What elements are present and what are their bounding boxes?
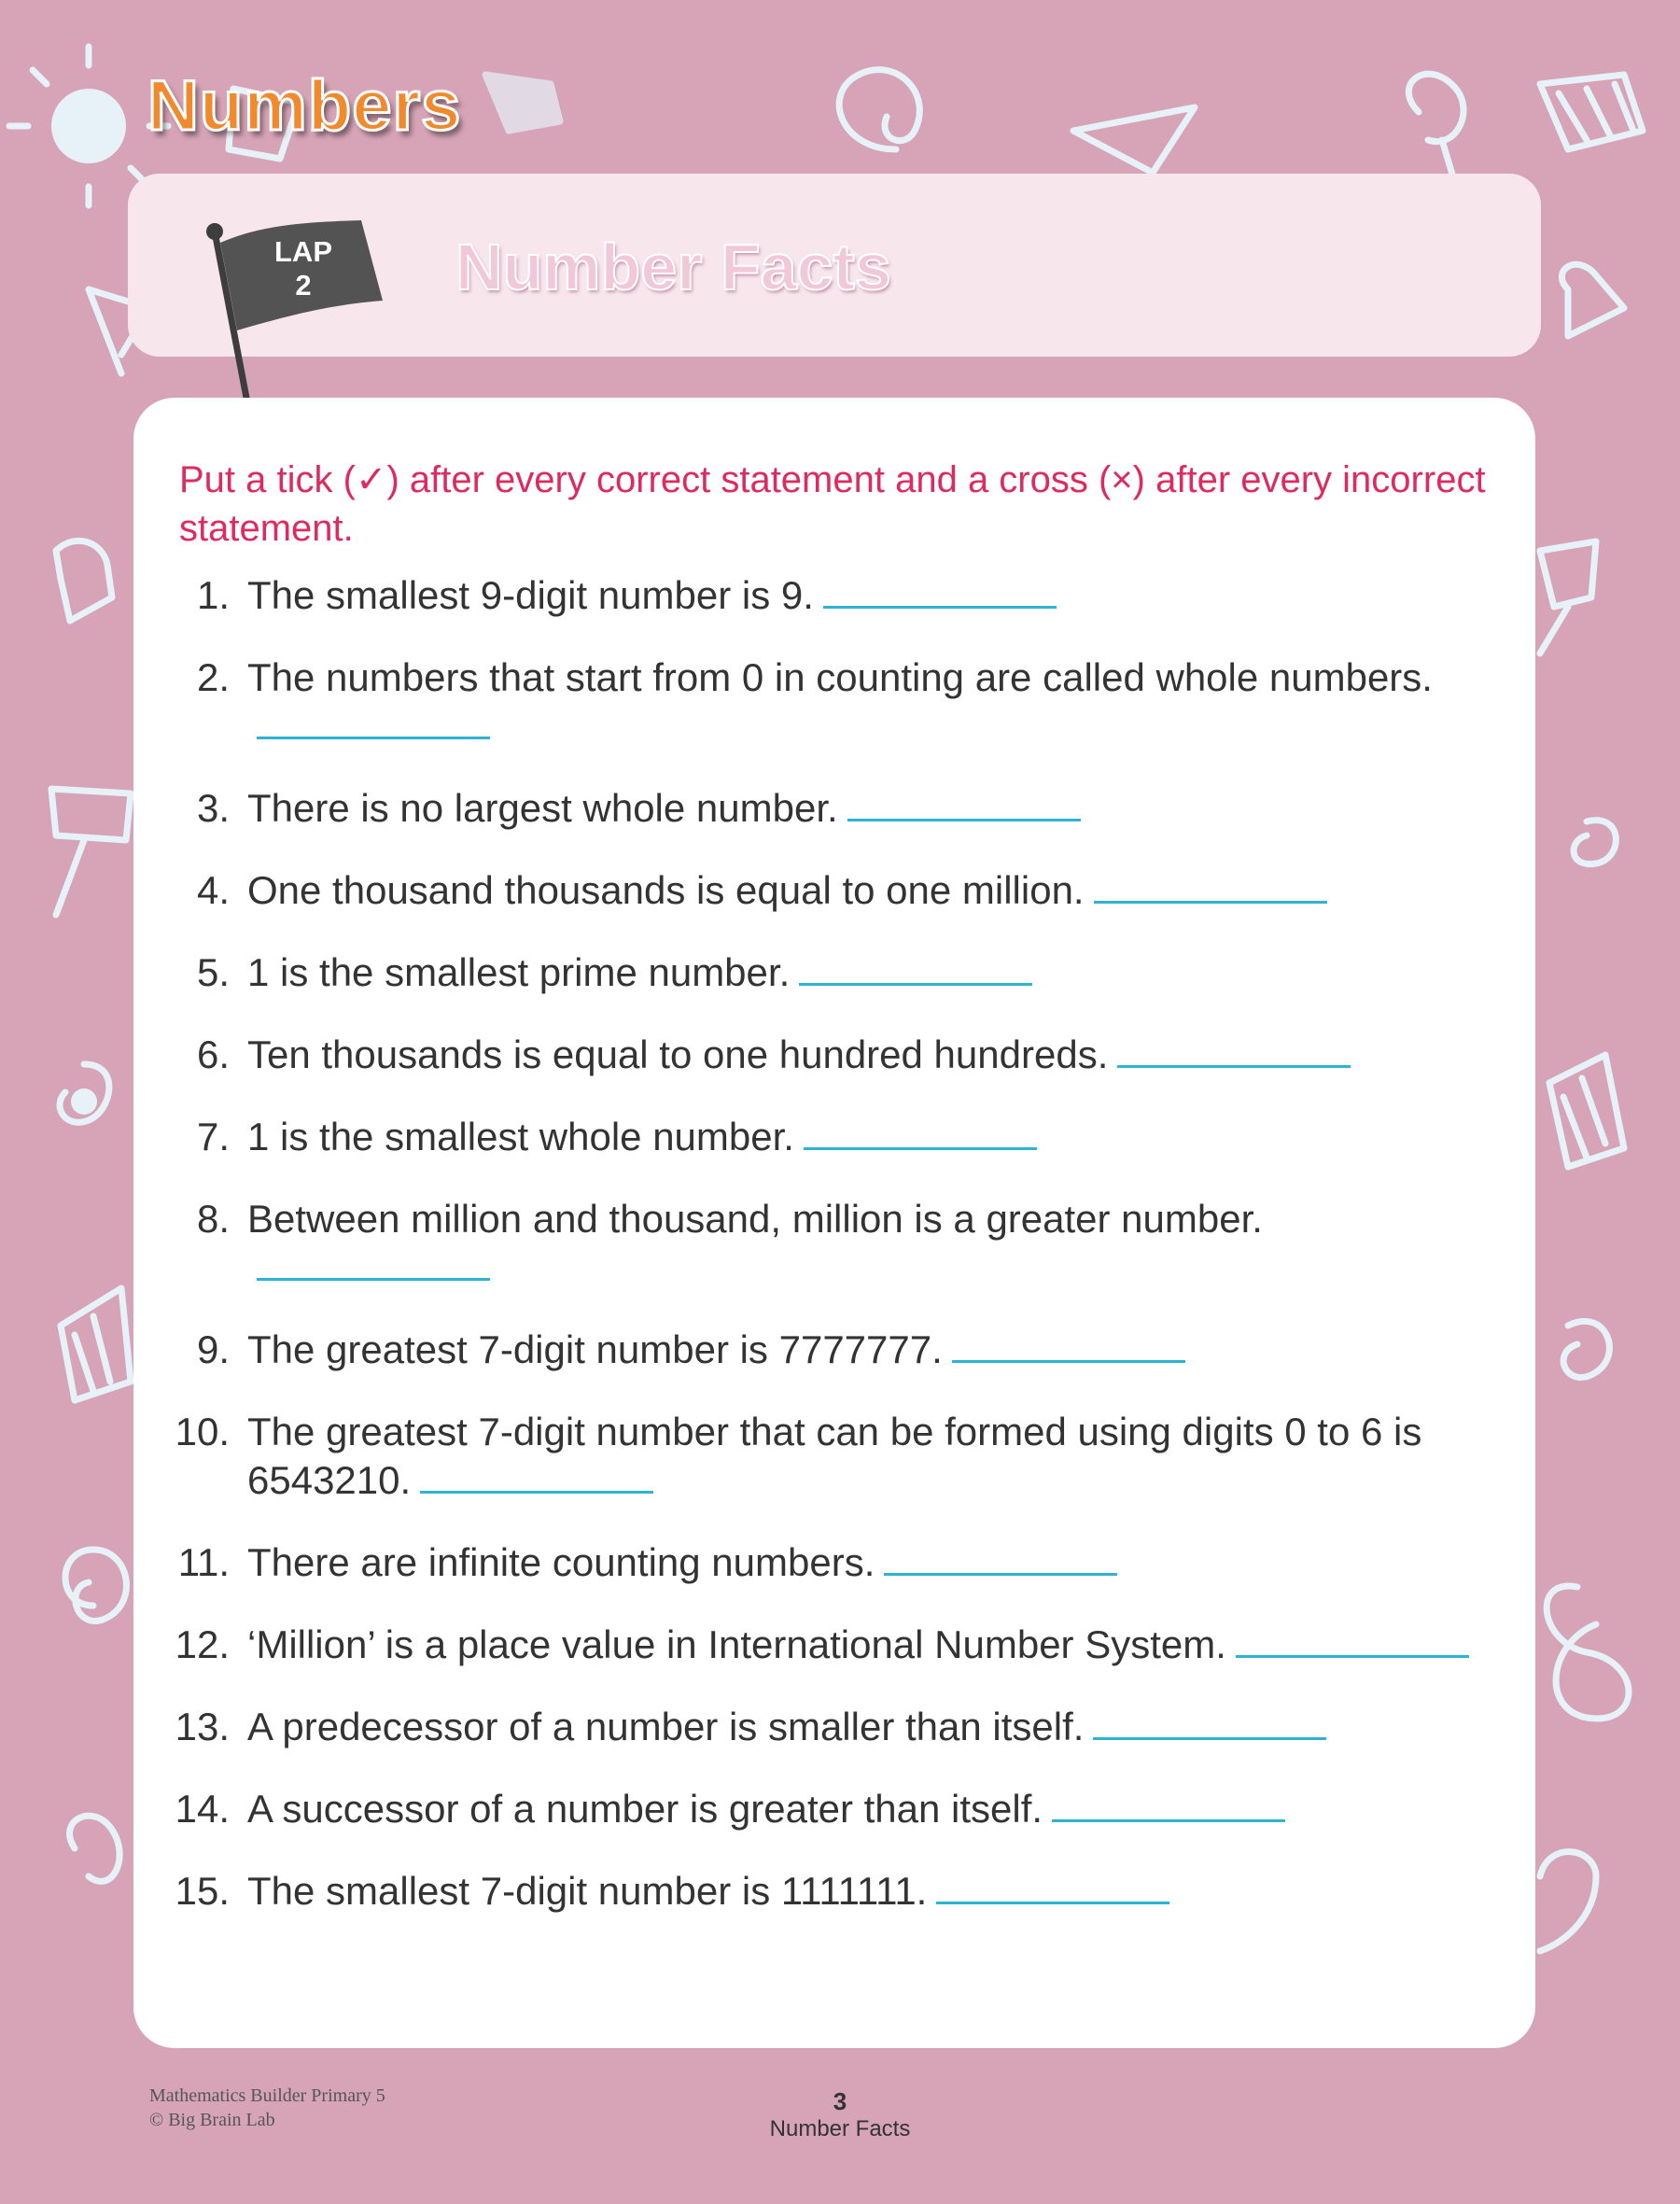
question-text: A successor of a number is greater than itself. <box>247 1787 1043 1831</box>
question-item <box>149 1326 1493 1374</box>
doodle-triangle-top <box>1073 107 1195 173</box>
answer-blank[interactable] <box>884 1543 1117 1576</box>
lap-label <box>252 235 355 302</box>
doodle-harp-top <box>1540 75 1643 149</box>
answer-blank[interactable] <box>847 789 1081 821</box>
question-text: The greatest 7-digit number that can be formed using digits 0 to 6 is 6543210. <box>247 1410 1422 1502</box>
doodle-spiral-left <box>65 1550 126 1621</box>
question-item <box>149 1195 1493 1292</box>
copyright: © Big Brain Lab <box>149 2110 275 2130</box>
doodle-bird-left <box>70 1816 120 1881</box>
question-item <box>149 1408 1493 1505</box>
question-number: 11. <box>177 1540 230 1584</box>
question-number: 7. <box>196 1115 230 1158</box>
answer-blank[interactable] <box>420 1461 653 1494</box>
question-item <box>149 571 1493 620</box>
question-number: 1. <box>196 573 230 617</box>
doodle-heart-right <box>1540 1852 1596 1951</box>
answer-blank[interactable] <box>257 1248 490 1281</box>
answer-blank[interactable] <box>1094 871 1327 904</box>
question-text: Ten thousands is equal to one hundred hundreds. <box>247 1032 1109 1076</box>
question-text: The smallest 7-digit number is 1111111. <box>247 1869 928 1913</box>
question-text: One thousand thousands is equal to one million. <box>247 868 1085 912</box>
question-item <box>149 1113 1493 1161</box>
question-text: The smallest 9-digit number is 9. <box>247 573 814 617</box>
question-item <box>149 948 1493 997</box>
question-item <box>149 866 1493 915</box>
question-item <box>149 1031 1493 1079</box>
answer-blank[interactable] <box>257 707 490 739</box>
doodle-flag-right <box>1540 541 1596 653</box>
lap-label-line1: LAP <box>274 235 332 268</box>
question-number: 6. <box>196 1032 230 1076</box>
question-number: 12. <box>175 1622 230 1666</box>
doodle-harp-left <box>61 1288 131 1400</box>
lap-label-number: 2 <box>295 269 312 302</box>
doodle-flag-left-2 <box>51 789 131 915</box>
question-item <box>149 784 1493 833</box>
question-text: 1 is the smallest whole number. <box>247 1115 794 1158</box>
question-number: 10. <box>175 1410 230 1453</box>
answer-blank[interactable] <box>936 1872 1169 1904</box>
question-text: Between million and thousand, million is a greater number. <box>247 1197 1263 1241</box>
question-number: 3. <box>196 786 230 830</box>
doodle-bird-top <box>1408 74 1463 187</box>
doodle-sun-icon <box>51 89 126 163</box>
answer-blank[interactable] <box>952 1330 1185 1363</box>
question-number: 14. <box>175 1787 230 1831</box>
question-list <box>149 571 1493 1916</box>
question-text: The numbers that start from 0 in counting are called whole numbers. <box>247 655 1433 699</box>
book-title: Mathematics Builder Primary 5 <box>149 2085 385 2106</box>
chapter-title: Numbers <box>147 66 462 146</box>
doodle-spiral-right <box>1563 1321 1609 1377</box>
doodle-harp-right <box>1549 1055 1624 1167</box>
question-number: 4. <box>196 868 230 912</box>
instruction-text: Put a tick (✓) after every correct statement and a cross (×) after every incorrect statement. <box>179 459 1486 549</box>
doodle-eight-right <box>1547 1586 1629 1719</box>
doodle-kite-2 <box>485 75 560 131</box>
question-item <box>149 1785 1493 1833</box>
question-text: There is no largest whole number. <box>247 786 838 830</box>
question-text: 1 is the smallest prime number. <box>247 950 791 994</box>
answer-blank[interactable] <box>804 1117 1037 1150</box>
footer-book-info <box>149 2084 385 2132</box>
doodle-spiral-top <box>839 70 919 149</box>
answer-blank[interactable] <box>1093 1707 1326 1740</box>
lesson-title: Number Facts <box>455 231 891 303</box>
question-item <box>149 1538 1493 1587</box>
footer-page-info <box>653 2087 1027 2143</box>
page-label: Number Facts <box>769 2116 911 2141</box>
answer-blank[interactable] <box>1236 1625 1469 1658</box>
question-item <box>149 1867 1493 1916</box>
question-number: 2. <box>196 655 230 699</box>
question-number: 9. <box>196 1327 230 1371</box>
answer-blank[interactable] <box>1117 1035 1351 1068</box>
answer-blank[interactable] <box>823 576 1057 609</box>
question-text: A predecessor of a number is smaller than itself. <box>247 1705 1085 1748</box>
question-number: 8. <box>196 1197 230 1241</box>
question-text: The greatest 7-digit number is 7777777. <box>247 1327 943 1371</box>
doodle-hook-right <box>1574 821 1616 864</box>
doodle-dot-left <box>71 1088 97 1115</box>
question-item <box>149 1621 1493 1669</box>
question-item <box>149 1703 1493 1751</box>
doodle-kite-left <box>56 540 112 621</box>
question-number: 5. <box>196 950 230 994</box>
answer-blank[interactable] <box>799 953 1032 986</box>
question-text: There are infinite counting numbers. <box>247 1540 875 1584</box>
question-item <box>149 653 1493 751</box>
answer-blank[interactable] <box>1052 1790 1285 1822</box>
question-number: 15. <box>175 1869 230 1913</box>
page-number: 3 <box>833 2087 847 2115</box>
doodle-bird-right-1 <box>1561 264 1624 336</box>
question-text: ‘Million’ is a place value in International Number System. <box>247 1622 1226 1666</box>
question-number: 13. <box>175 1705 230 1748</box>
